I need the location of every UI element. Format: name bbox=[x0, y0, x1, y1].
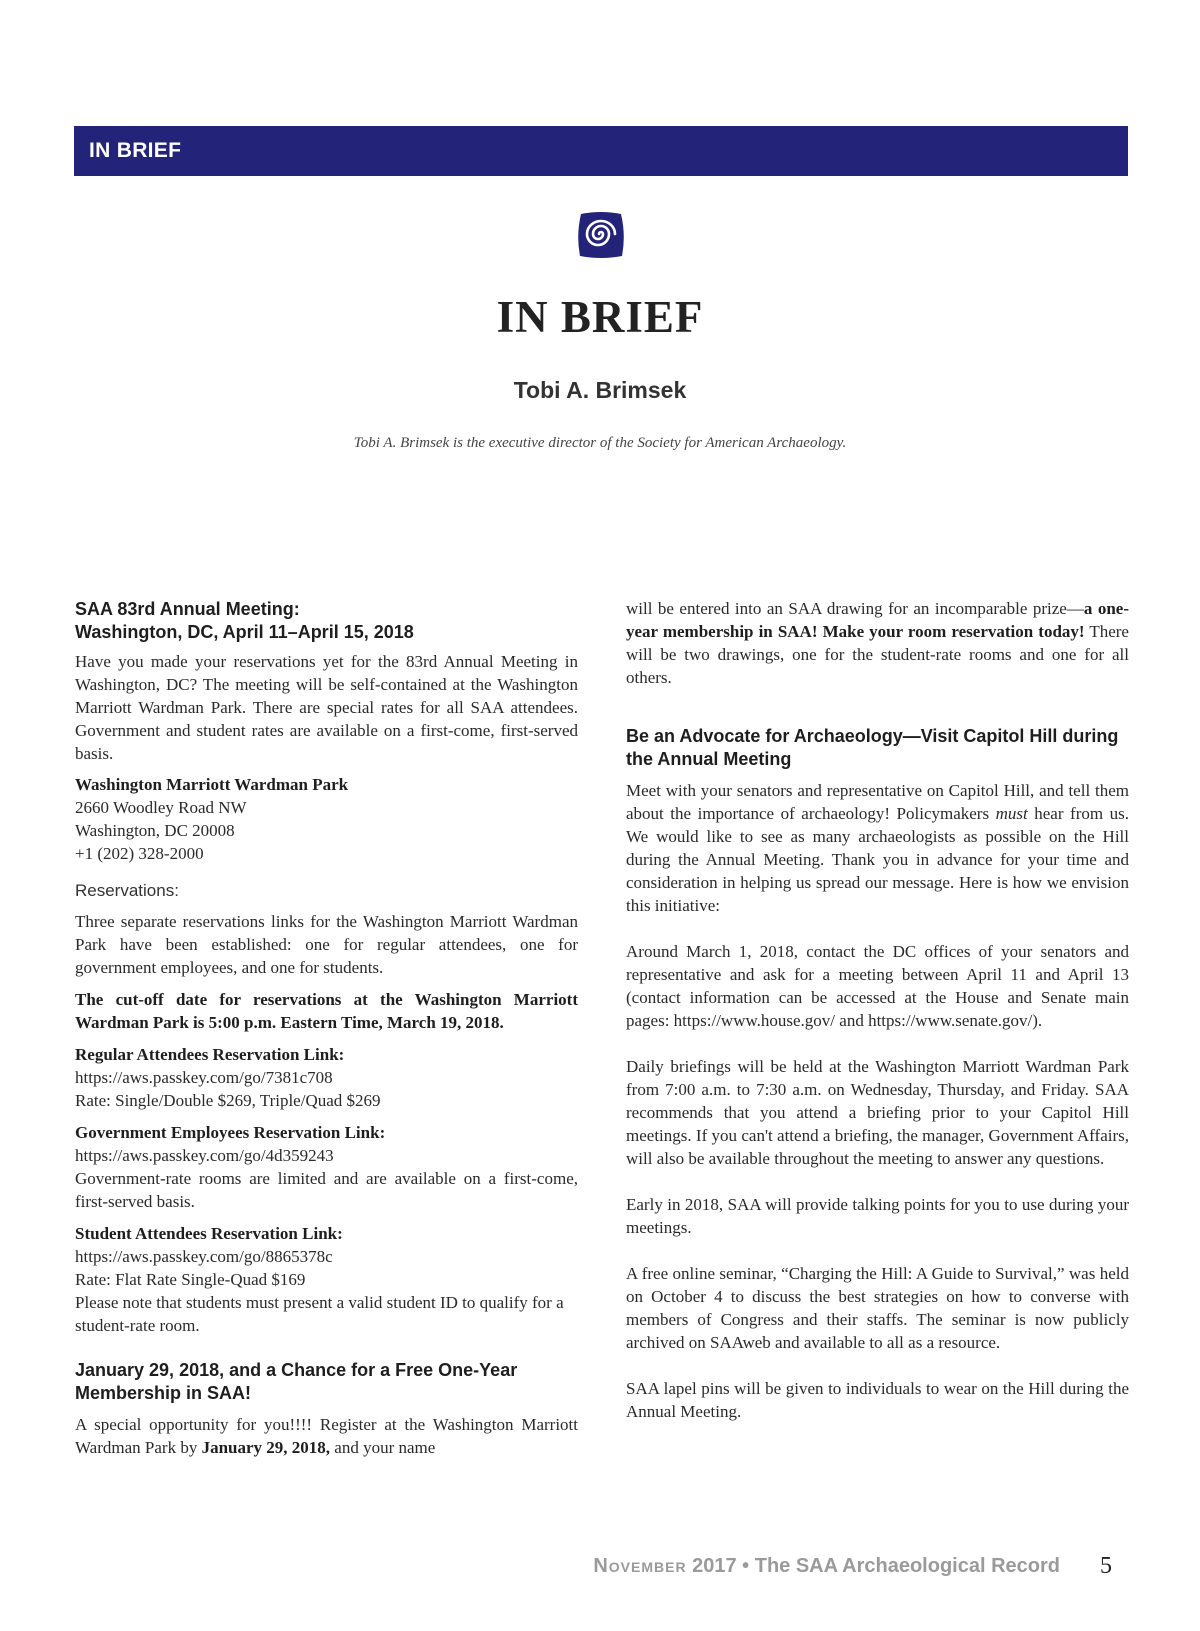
continued-text-start: will be entered into an SAA drawing for an incomparable prize— bbox=[626, 599, 1084, 618]
advocacy-paragraph-1 bbox=[626, 779, 1129, 917]
advocacy-emphasis: must bbox=[995, 804, 1028, 823]
advocacy-paragraph-3: Daily briefings will be held at the Washington Marriott Wardman Park from 7:00 a.m. to 7:30 a.m. on Wednesday, Thursday, and Friday. SAA recommends that you attend a briefing prior to your Capitol Hill meetings. If you can't attend a briefing, the manager, Government Affairs, will also be available throughout the meeting to answer any questions. bbox=[626, 1057, 1129, 1168]
meeting-heading-line-2: Washington, DC, April 11–April 15, 2018 bbox=[75, 622, 414, 642]
regular-reservation-block bbox=[75, 1043, 578, 1112]
advocacy-text-start: Meet with your senators and representative on Capitol Hill, and tell them about the importance of archaeology! Policymakers bbox=[626, 781, 1129, 823]
reservations-heading: Reservations: bbox=[75, 881, 179, 900]
footer-running-title bbox=[0, 1555, 1060, 1578]
membership-prize: a one-year membership in SAA! Make your room reservation today! bbox=[626, 599, 1129, 641]
student-rate: Rate: Flat Rate Single-Quad $169 bbox=[75, 1270, 306, 1289]
author-name: Tobi A. Brimsek bbox=[513, 377, 687, 403]
advocacy-paragraph-4: Early in 2018, SAA will provide talking points for you to use during your meetings. bbox=[626, 1195, 1129, 1237]
page-title: IN BRIEF bbox=[496, 292, 704, 342]
hotel-address bbox=[75, 773, 578, 865]
meeting-heading bbox=[75, 598, 578, 644]
spiral-icon bbox=[575, 209, 627, 261]
regular-link[interactable]: https://aws.passkey.com/go/7381c708 bbox=[75, 1068, 333, 1087]
government-link-label: Government Employees Reservation Link: bbox=[75, 1123, 386, 1142]
student-link-label: Student Attendees Reservation Link: bbox=[75, 1224, 343, 1243]
advocacy-paragraph-6: SAA lapel pins will be given to individuals to wear on the Hill during the Annual Meeting. bbox=[626, 1379, 1129, 1421]
membership-continued-paragraph bbox=[626, 597, 1129, 689]
meeting-paragraph: Have you made your reservations yet for the 83rd Annual Meeting in Washington, DC? The meeting will be self-contained at the Washington Marriott Wardman Park. There are special rates for all SAA attendees. Government and student rates are available on a first-come, first-served basis. bbox=[75, 652, 578, 763]
advocacy-text-end: hear from us. We would like to see as many archaeologists as possible on the Hill during the Annual Meeting. Thank you in advance for your time and consideration in helping us spread our message. Here is how we envision this initiative: bbox=[626, 804, 1129, 915]
government-reservation-block bbox=[75, 1121, 578, 1213]
continued-text-end: There will be two drawings, one for the student-rate rooms and one for all others. bbox=[626, 622, 1129, 687]
membership-text-start: A special opportunity for you!!!! Register at the Washington Marriott Wardman Park by bbox=[75, 1415, 578, 1457]
cutoff-notice: The cut-off date for reservations at the Washington Marriott Wardman Park is 5:00 p.m. Eastern Time, March 19, 2018. bbox=[75, 990, 578, 1032]
student-note: Please note that students must present a valid student ID to qualify for a student-rate room. bbox=[75, 1293, 564, 1335]
membership-text-end: and your name bbox=[330, 1438, 436, 1457]
membership-paragraph bbox=[75, 1413, 578, 1459]
page-number: 5 bbox=[1100, 1553, 1112, 1579]
right-column bbox=[626, 597, 1129, 1423]
left-column bbox=[75, 598, 578, 1459]
reservations-paragraph: Three separate reservations links for the Washington Marriott Wardman Park have been established: one for regular attendees, one for government employees, and one for students. bbox=[75, 912, 578, 977]
student-reservation-block bbox=[75, 1222, 578, 1337]
government-link[interactable]: https://aws.passkey.com/go/4d359243 bbox=[75, 1146, 334, 1165]
membership-deadline: January 29, 2018, bbox=[201, 1438, 331, 1457]
author-bio: Tobi A. Brimsek is the executive director of the Society for American Archaeology. bbox=[353, 435, 847, 451]
hotel-phone: +1 (202) 328-2000 bbox=[75, 844, 204, 863]
footer-month: November bbox=[593, 1555, 687, 1577]
government-note: Government-rate rooms are limited and are available on a first-come, first-served basis. bbox=[75, 1169, 578, 1211]
membership-heading: January 29, 2018, and a Chance for a Free One-Year Membership in SAA! bbox=[75, 1360, 518, 1403]
advocacy-heading: Be an Advocate for Archaeology—Visit Capitol Hill during the Annual Meeting bbox=[626, 726, 1119, 769]
hotel-city: Washington, DC 20008 bbox=[75, 821, 235, 840]
student-link[interactable]: https://aws.passkey.com/go/8865378c bbox=[75, 1247, 333, 1266]
footer-publication: 2017 • The SAA Archaeological Record bbox=[692, 1555, 1060, 1577]
section-banner: IN BRIEF bbox=[74, 126, 1128, 176]
meeting-heading-line-1: SAA 83rd Annual Meeting: bbox=[75, 599, 300, 619]
advocacy-paragraph-2: Around March 1, 2018, contact the DC offices of your senators and representative and ask for a meeting between April 11 and April 13 (contact information can be accessed at the House and Senate main pages: https://www.house.gov/ and https://www.senate.gov/). bbox=[626, 942, 1129, 1030]
regular-link-label: Regular Attendees Reservation Link: bbox=[75, 1045, 345, 1064]
hotel-name: Washington Marriott Wardman Park bbox=[75, 775, 349, 794]
regular-rate: Rate: Single/Double $269, Triple/Quad $269 bbox=[75, 1091, 381, 1110]
advocacy-paragraph-5: A free online seminar, “Charging the Hill: A Guide to Survival,” was held on October 4 to discuss the best strategies on how to converse with members of Congress and their staffs. The seminar is now publicly archived on SAAweb and available to all as a resource. bbox=[626, 1264, 1129, 1352]
hotel-street: 2660 Woodley Road NW bbox=[75, 798, 247, 817]
